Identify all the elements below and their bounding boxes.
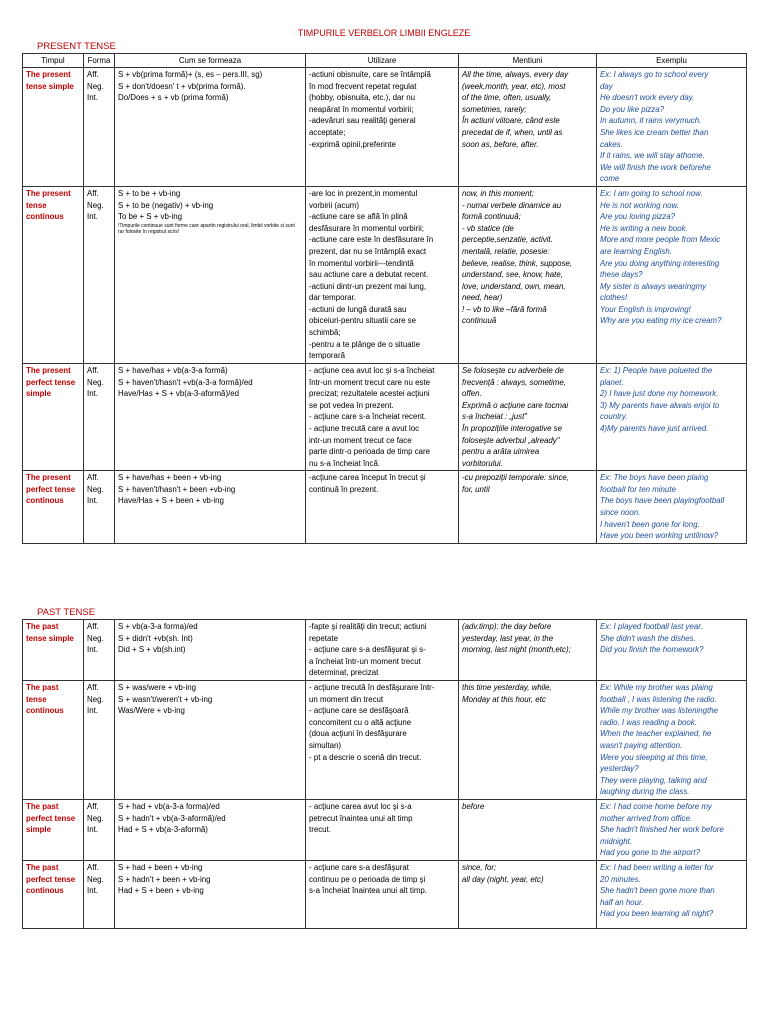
forma-cell [84,68,115,187]
mentiuni-line: sometimes, rarely; [462,104,527,114]
exemplu-line: More and more people from Mexic [600,235,721,245]
tense-row [23,620,747,681]
mentiuni-line: this time yesterday, while, [462,682,552,692]
mentiuni-cell [459,620,597,681]
tense-name-line: The past [26,862,59,872]
exemplu-line: are learning English. [600,246,672,256]
forma-line: Int. [87,212,98,222]
utilizare-line: -actiuni obisnuite, care se întâmplă [309,70,431,79]
exemplu-line: My sister is always wearingmy [600,281,707,291]
utilizare-line: -actiuni de lungă durată sau [309,304,407,314]
forma-line: Aff. [87,622,99,631]
exemplu-line: mother arrived from office. [600,813,693,823]
formare-line: Had + S + vb(a-3-aformă) [118,825,208,835]
formare-line: S + hadn't + vb(a-3-aformă)/ed [118,813,226,823]
exemplu-line: radio, I was reading a book. [600,717,697,727]
forma-line: Neg. [87,694,104,704]
utilizare-line: precizat; rezultatele acestei acţiuni [309,389,430,399]
forma-line: Int. [87,93,98,103]
tense-name-cell [23,68,84,187]
utilizare-line: a încheiat într-un moment trecut [309,656,421,666]
utilizare-line: prezent, dar nu se întâmplă exact [309,246,427,256]
mentiuni-line: formă continuuă; [462,212,521,222]
utilizare-line: - pt a descrie o scenă din trecut. [309,752,422,762]
tense-row [23,799,747,860]
forma-line: Int. [87,645,98,655]
exemplu-line: Ex: I played football last year. [600,622,703,631]
exemplu-line: The boys have been playingfootball [600,496,725,506]
utilizare-line: (hobby, obisnuita, etc.), dar nu [309,93,415,103]
exemplu-line: day [600,81,613,91]
utilizare-line: simultan) [309,740,342,750]
utilizare-line: -fapte şi realităţi din trecut; actiuni [309,622,427,631]
tense-name-line: continous [26,212,64,222]
utilizare-line: intr-un moment trecut ce face [309,435,412,445]
tense-name-line: The past [26,682,59,692]
mentiuni-line: mentală, relatie, posesie: [462,246,550,256]
tense-name-line: continous [26,496,64,506]
exemplu-line: 20 minutes. [600,874,641,884]
tense-name-line: The past [26,801,59,811]
tense-name-cell [23,860,84,928]
utilizare-line: (doua acţiuni în desfăşurare [309,729,407,739]
utilizare-line: - acţiune trecută care a avut loc [309,423,420,433]
forma-line: Aff. [87,801,99,811]
forma-line: Int. [87,886,98,896]
utilizare-line: acceptate; [309,127,346,137]
tense-name-cell [23,799,84,860]
mentiuni-line: morning, last night (month,etc); [462,645,571,655]
tense-row [23,68,747,187]
utilizare-line: obiceiuri-pentru situatii care se [309,316,417,326]
mentiuni-line: yesterday, last year, in the [462,633,554,643]
utilizare-line: -acţiune carea început în trecut şi [309,473,426,483]
tense-name-line: simple [26,825,51,835]
formare-line: S + haven't/hasn't +vb(a-3-a formă)/ed [118,377,253,387]
utilizare-line: continuă în prezent. [309,484,379,494]
utilizare-line: -pentru a te plânge de o situatie [309,339,420,349]
exemplu-line: yesterday? [600,764,639,774]
forma-cell [84,620,115,681]
exemplu-line: She hadn't finished her work before [600,825,724,835]
tense-name-cell [23,471,84,544]
exemplu-line: If it rains, we will stay athome. [600,151,705,161]
tense-name-line: perfect tense [26,813,76,823]
header-mentiuni: Mentiuni [459,54,597,68]
forma-line: Aff. [87,862,99,872]
mentiuni-line: continuuă [462,316,497,326]
exemplu-line: He is writing a new book. [600,223,688,233]
forma-cell [84,363,115,470]
exemplu-cell [597,471,747,544]
exemplu-cell [597,186,747,363]
mentiuni-line: of the time, often, usually, [462,93,552,103]
formare-cell [115,620,306,681]
utilizare-line: temporară [309,351,345,361]
formare-line: S + wasn't/weren't + vb-ing [118,694,213,704]
mentiuni-line: (adv.timp): the day before [462,622,552,631]
utilizare-line: nu s-a încheiat încă. [309,458,381,468]
forma-cell [84,186,115,363]
formare-line: Have/Has + S + been + vb-ing [118,496,224,506]
mentiuni-line: for, until [462,484,490,494]
exemplu-line: I haven't been gone for long. [600,519,700,529]
formare-line: S + don't/doesn' t + vb(prima formă). [118,81,246,91]
header-utilizare: Utilizare [306,54,459,68]
exemplu-line: Why are you eating my ice cream? [600,316,722,326]
mentiuni-line: pentru a arăta uimirea [462,447,540,457]
exemplu-cell [597,860,747,928]
mentiuni-line: Se foloseşte cu adverbele de [462,365,564,375]
tense-name-line: tense [26,200,47,210]
exemplu-line: Are you doing anything interesting [600,258,720,268]
formare-line: Did + S + vb(sh.int) [118,645,186,655]
utilizare-line: s-a încheiat înaintea unui alt timp. [309,886,427,896]
utilizare-line: - acţiune trecută în desfăşurare într- [309,682,435,692]
header-row [23,54,747,68]
forma-line: Aff. [87,682,99,692]
utilizare-line: repetate [309,633,338,643]
exemplu-line: country. [600,412,628,422]
exemplu-line: We will finish the work beforehe [600,162,711,172]
exemplu-line: Ex: While my brother was plaing [600,682,713,692]
forma-line: Aff. [87,473,99,483]
mentiuni-line: soon as, before, after. [462,139,539,149]
exemplu-line: 4)My parents have just arrived. [600,423,709,433]
utilizare-line: sau actiune care a debutat recent. [309,270,429,280]
forma-cell [84,799,115,860]
formare-line: S + haven't/hasn't + been +vb-ing [118,484,236,494]
exemplu-cell [597,363,747,470]
exemplu-line: since noon. [600,508,641,518]
utilizare-cell [306,799,459,860]
mentiuni-line: (week,month, year, etc), most [462,81,566,91]
formare-cell [115,471,306,544]
mentiuni-line: now, in this moment; [462,188,534,198]
utilizare-line: dar temporar. [309,293,356,303]
tense-row [23,680,747,799]
tense-name-cell [23,363,84,470]
exemplu-line: 2) I have just done my homework. [600,389,719,399]
formare-line: S + to be (negativ) + vb-ing [118,200,214,210]
utilizare-cell [306,186,459,363]
mentiuni-line: offen. [462,389,482,399]
utilizare-line: - acţiune care s-a desfăşurat [309,862,409,872]
mentiuni-line: All the time, always, every day [462,70,569,79]
mentiuni-line: since, for; [462,862,497,872]
mentiuni-line: -cu prepoziţii temporale: since, [462,473,570,483]
mentiuni-line: before [462,801,485,811]
mentiuni-line: vorbitorului. [462,458,503,468]
tense-name-line: continous [26,706,64,716]
header-timpul: Timpul [23,54,84,68]
exemplu-line: Your English is improving! [600,304,691,314]
tense-name-line: perfect tense [26,874,76,884]
utilizare-line: schimbă; [309,328,341,338]
formare-line: S + to be + vb-ing [118,188,181,198]
forma-line: Neg. [87,377,104,387]
exemplu-cell [597,620,747,681]
tense-row [23,363,747,470]
formare-line: Was/Were + vb-ing [118,706,185,716]
utilizare-cell [306,860,459,928]
exemplu-line: Are you loving pizza? [600,212,676,222]
utilizare-line: -actiune care este în desfăsurare în [309,235,434,245]
utilizare-cell [306,620,459,681]
exemplu-line: come [600,174,620,184]
exemplu-line: Had you gone to the airport? [600,848,701,858]
past-tense-table [22,619,747,929]
exemplu-line: clothes! [600,293,628,303]
formare-line: S + have/has + been + vb-ing [118,473,222,483]
formare-note: !Timpurile continuue sunt forme care apartin registrului oral, limbii vorbite si sunt rar folosite în registrul scris! [118,222,295,236]
utilizare-line: un moment din trecut [309,694,384,704]
exemplu-line: cakes. [600,139,623,149]
formare-cell [115,363,306,470]
header-formare: Cum se formeaza [115,54,306,68]
utilizare-line: neapărat în momentul vorbirii; [309,104,414,114]
mentiuni-cell [459,186,597,363]
utilizare-line: -adevăruri sau realităţi general [309,116,416,126]
formare-line: S + didn't +vb(sh. Int) [118,633,193,643]
formare-line: S + vb(prima formă)+ (s, es – pers.III, sg) [118,70,263,79]
formare-line: Have/Has + S + vb(a-3-aformă)/ed [118,389,240,399]
exemplu-cell [597,68,747,187]
mentiuni-cell [459,799,597,860]
mentiuni-line: precedat de if, when, until as [462,127,563,137]
exemplu-line: planet. [600,377,624,387]
exemplu-line: In autumn, it rains verymuch. [600,116,702,126]
exemplu-line: wasn't paying attention. [600,740,683,750]
exemplu-line: these days? [600,270,643,280]
exemplu-line: He is not working now. [600,200,679,210]
utilizare-line: -actiune care se află în plină [309,212,408,222]
present-tense-table [22,53,747,544]
mentiuni-line: ! – vb to like –fără formă [462,304,547,314]
forma-line: Neg. [87,813,104,823]
formare-line: Do/Does + s + vb (prima formă) [118,93,229,103]
exemplu-line: midnight. [600,836,633,846]
exemplu-line: Ex: I am going to school now. [600,188,703,198]
mentiuni-line: love, understand, own, mean, [462,281,566,291]
mentiuni-line: perceptie,senzatie, activit. [462,235,553,245]
tense-name-line: The present [26,70,71,79]
exemplu-line: Ex: I always go to school every [600,70,709,79]
mentiuni-cell [459,68,597,187]
mentiuni-line: believe, realise, think, suppose, [462,258,573,268]
document-title: TIMPURILE VERBELOR LIMBII ENGLEZE [297,28,471,38]
tense-name-line: perfect tense [26,377,76,387]
utilizare-line: determinat, precizat [309,668,379,678]
utilizare-cell [306,363,459,470]
utilizare-line: vorbirii (acum) [309,200,359,210]
mentiuni-line: understand, see, know, hate, [462,270,563,280]
present-tense-label: PRESENT TENSE [37,41,116,52]
utilizare-line: în momentul vorbirii---tendintă [309,258,414,268]
forma-line: Aff. [87,188,99,198]
exemplu-line: She hadn't been gone more than [600,886,715,896]
utilizare-line: trecut. [309,825,331,835]
forma-line: Neg. [87,200,104,210]
tense-name-line: The present [26,365,71,375]
tense-name-line: The present [26,188,71,198]
mentiuni-line: În propoziţiile interogative se [462,423,563,433]
mentiuni-line: Monday at this hour, etc [462,694,546,704]
tense-name-cell [23,680,84,799]
mentiuni-line: - vb statice (de [462,223,514,233]
utilizare-line: într-un moment trecut care nu este [309,377,431,387]
tense-name-cell [23,620,84,681]
formare-line: Had + S + been + vb-ing [118,886,204,896]
exemplu-line: Were you sleeping at this time, [600,752,708,762]
mentiuni-cell [459,860,597,928]
exemplu-line: While my brother was listeningthe [600,706,718,716]
mentiuni-cell [459,363,597,470]
utilizare-cell [306,68,459,187]
header-exemplu: Exemplu [597,54,747,68]
utilizare-line: desfăsurare în momentul vorbirii; [309,223,424,233]
mentiuni-line: need, hear) [462,293,503,303]
exemplu-line: Did you finish the homework? [600,645,704,655]
tense-row [23,860,747,928]
forma-line: Neg. [87,874,104,884]
utilizare-cell [306,680,459,799]
utilizare-line: -exprimă opinii,preferinte [309,139,396,149]
forma-line: Int. [87,825,98,835]
exemplu-line: Ex: I had come home before my [600,801,712,811]
exemplu-line: football , I was listening the radio. [600,694,717,704]
forma-line: Aff. [87,365,99,375]
utilizare-line: continuu pe o perioada de timp şi [309,874,426,884]
mentiuni-cell [459,471,597,544]
exemplu-line: Ex: I had been writing a letter for [600,862,714,872]
tense-name-line: continous [26,886,64,896]
utilizare-line: parte dintr-o perioada de timp care [309,447,431,457]
forma-line: Aff. [87,70,99,79]
exemplu-line: Ex: The boys have been plaing [600,473,709,483]
formare-line: To be + S + vb-ing [118,212,183,222]
header-forma: Forma [84,54,115,68]
utilizare-line: - acţiune cea avut loc şi s-a încheiat [309,365,435,375]
forma-line: Int. [87,389,98,399]
exemplu-line: They were playing, talking and [600,775,707,785]
mentiuni-line: foloseşte adverbul „already" [462,435,560,445]
exemplu-line: Have you been working untilnow? [600,531,718,541]
exemplu-line: Do you like pizza? [600,104,665,114]
mentiuni-line: s-a încheiat : „just" [462,412,528,422]
utilizare-line: - acţiune care s-a încheiat recent. [309,412,427,422]
formare-line: S + had + vb(a-3-a forma)/ed [118,801,220,811]
utilizare-line: se pot vedea în prezent. [309,400,394,410]
formare-line: S + vb(a-3-a forma)/ed [118,622,198,631]
mentiuni-line: Exprimă o acţiune care tocmai [462,400,569,410]
mentiuni-line: În actiuni viitoare, când este [462,116,560,126]
exemplu-line: laughing during the class. [600,787,690,797]
formare-line: S + have/has + vb(a-3-a formă) [118,365,228,375]
formare-cell [115,799,306,860]
utilizare-line: petrecut înaintea unui alt timp [309,813,413,823]
utilizare-line: în mod frecvent repetat regulat [309,81,417,91]
past-tense-label: PAST TENSE [37,607,96,618]
utilizare-line: - acţiune carea avut loc şi s-a [309,801,412,811]
tense-row [23,186,747,363]
tense-row [23,471,747,544]
forma-cell [84,471,115,544]
formare-cell [115,860,306,928]
utilizare-line: concomitent cu o altă acţiune [309,717,412,727]
mentiuni-line: frecvenţă : always, sometime, [462,377,566,387]
exemplu-line: half an hour. [600,897,644,907]
mentiuni-cell [459,680,597,799]
forma-line: Int. [87,706,98,716]
utilizare-line: -are loc in prezent,in momentul [309,188,418,198]
formare-cell [115,186,306,363]
exemplu-cell [597,680,747,799]
exemplu-line: Had you been learning all night? [600,909,714,919]
tense-name-line: The past [26,622,59,631]
tense-name-line: tense simple [26,633,74,643]
mentiuni-line: - numai verbele dinamice au [462,200,562,210]
forma-line: Neg. [87,81,104,91]
utilizare-line: - acţiune care se desfăşoară [309,706,409,716]
tense-name-line: tense [26,694,47,704]
exemplu-line: She likes ice cream better than [600,127,709,137]
exemplu-line: He doesn't work every day. [600,93,695,103]
forma-line: Int. [87,496,98,506]
tense-name-line: simple [26,389,51,399]
formare-line: S + was/were + vb-ing [118,682,197,692]
utilizare-cell [306,471,459,544]
formare-line: S + had + been + vb-ing [118,862,203,872]
formare-cell [115,68,306,187]
forma-line: Neg. [87,633,104,643]
tense-name-line: The present [26,473,71,483]
exemplu-line: When the teacher explained, he [600,729,712,739]
formare-cell [115,680,306,799]
forma-cell [84,860,115,928]
utilizare-line: -actiuni dintr-un prezent mai lung, [309,281,427,291]
tense-name-line: perfect tense [26,484,76,494]
exemplu-line: 3) My parents have alwais enjoi to [600,400,720,410]
tense-name-cell [23,186,84,363]
mentiuni-line: all day (night, year, etc) [462,874,544,884]
utilizare-line: - acţiune care s-a desfăşurat şi s- [309,645,426,655]
exemplu-line: She didn't wash the dishes. [600,633,696,643]
exemplu-line: football for ten minute [600,484,676,494]
tense-name-line: tense simple [26,81,74,91]
exemplu-line: Ex: 1) People have polueted the [600,365,713,375]
forma-line: Neg. [87,484,104,494]
forma-cell [84,680,115,799]
formare-line: S + hadn't + been + vb-ing [118,874,211,884]
exemplu-cell [597,799,747,860]
